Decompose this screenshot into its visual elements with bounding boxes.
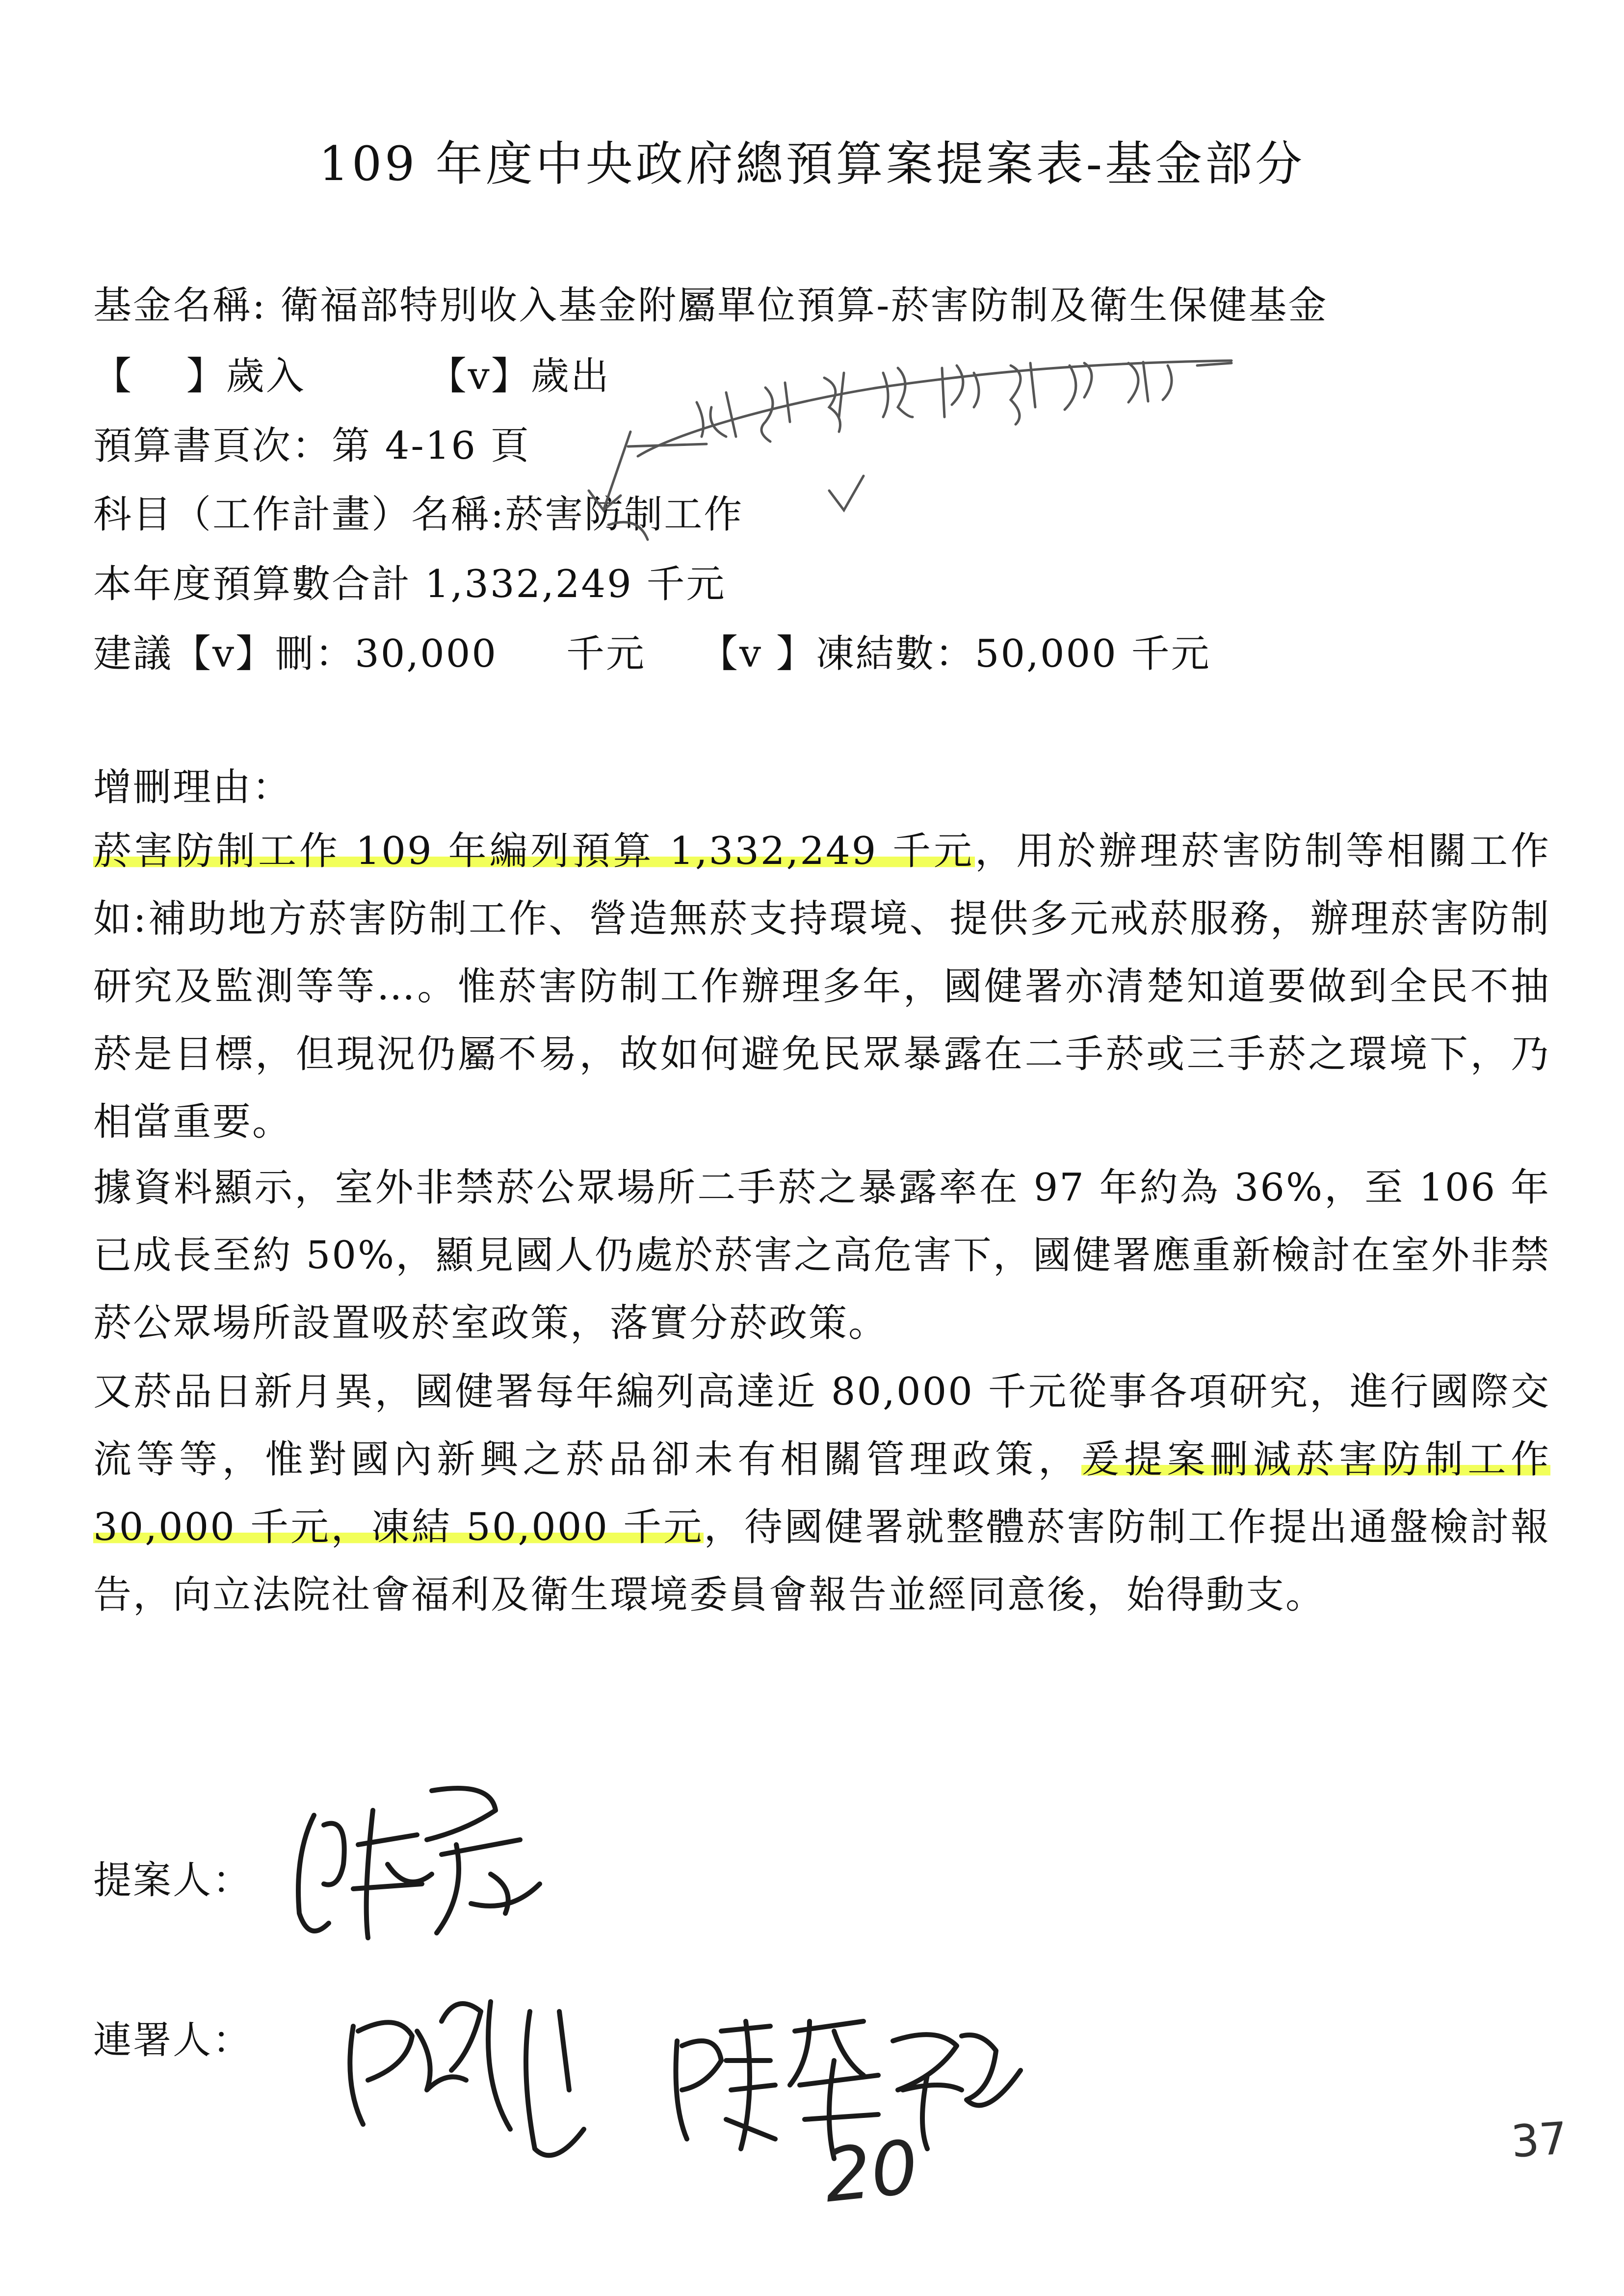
budget-page-line: 預算書頁次：第 4-16 頁 (93, 424, 530, 468)
total-budget-line: 本年度預算數合計 1,332,249 千元 (93, 562, 726, 606)
handwritten-number: 20 (820, 2124, 922, 2219)
suggestion-line (93, 623, 1211, 678)
reason-paragraph-3-start: 又菸品日新月異，國健署每年編列高達近 80,000 千元從事各項研究，進行國際交流等等，惟對國內新興之菸品卻未有相關管理政策， (93, 1370, 1550, 1482)
reason-paragraph-3 (93, 1358, 1550, 1629)
reason-paragraph-2: 據資料顯示，室外非禁菸公眾場所二手菸之暴露率在 97 年約為 36%，至 106 年已成長至約 50%，顯見國人仍處於菸害之高危害下，國健署應重新檢討在室外非禁菸公眾場所設置吸菸室政策，落實分菸政策。 (93, 1166, 1550, 1345)
cosigner-label: 連署人： (93, 2018, 253, 2062)
reason-paragraph-1 (93, 817, 1550, 1156)
fund-name-line: 基金名稱: 衛福部特別收入基金附屬單位預算-菸害防制及衛生保健基金 (93, 284, 1328, 328)
revenue-box: 【 】歲入 (93, 354, 306, 398)
revenue-checkbox-line (93, 345, 610, 400)
proposer-signature (298, 1788, 540, 1938)
cosigner-signature-1 (350, 2002, 584, 2155)
expense-box: 【v】歲出 (428, 354, 610, 398)
reason-heading: 增刪理由： (93, 765, 292, 809)
proposer-label: 提案人： (93, 1858, 253, 1903)
page-number: 37 (1509, 2113, 1570, 2168)
reason-paragraph-1-text: ，用於辦理菸害防制等相關工作如:補助地方菸害防制工作、營造無菸支持環境、提供多元戒菸服務，辦理菸害防制研究及監測等等…。惟菸害防制工作辦理多年，國健署亦清楚知道要做到全民不抽菸是目標，但現況仍屬不易，故如何避免民眾暴露在二手菸或三手菸之環境下，乃相當重要。 (93, 829, 1550, 1144)
insertion-caret (829, 476, 864, 510)
suggest-cut: 建議【v】刪：30,000 (93, 632, 498, 676)
suggest-cut-unit: 千元 (566, 632, 646, 676)
document-title: 109 年度中央政府總預算案提案表-基金部分 (318, 136, 1306, 191)
reason-paragraph-3-end: ，待國健署就整體菸害防制工作提出通盤檢討報告，向立法院社會福利及衛生環境委員會報告並經同意後，始得動支。 (93, 1505, 1550, 1617)
highlight-proposal: 爰提案刪減菸害防制工作 30,000 千元，凍結 50,000 千元 (93, 1437, 1550, 1549)
suggest-freeze: 【v 】凍結數：50,000 千元 (700, 632, 1211, 676)
subject-line: 科目（工作計畫）名稱:菸害防制工作 (93, 493, 744, 537)
highlight-budget: 菸害防制工作 109 年編列預算 1,332,249 千元 (93, 829, 975, 873)
